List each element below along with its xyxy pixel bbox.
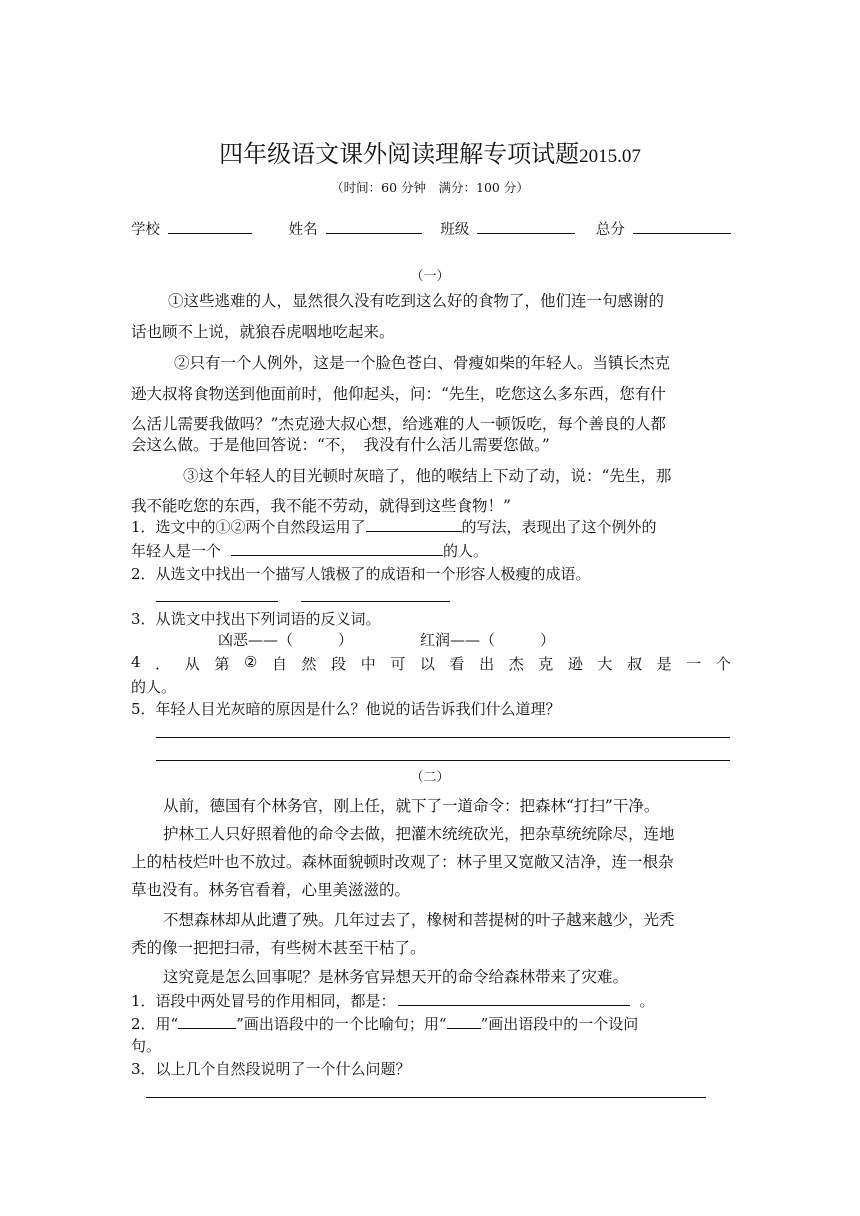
page-title: [0, 134, 860, 169]
q1-text-c: 年轻人是一个: [131, 542, 222, 560]
q3-word-2: 红润——（ ）: [420, 631, 556, 649]
section-2-heading: （二）: [410, 770, 450, 785]
s2-question-2: [131, 1013, 638, 1034]
s1-para-2-line-2: 逊大叔将食物送到他面前时，他仰起头，问：“先生，吃您这么多东西，您有什: [131, 385, 666, 403]
q4-char: ②: [243, 653, 258, 671]
s2-para-3-line-2: 秃的像一把把扫帚，有些树木甚至干枯了。: [131, 939, 426, 957]
s2-q1-blank[interactable]: [398, 991, 630, 1006]
s2-para-2-line-1: 护林工人只好照着他的命令去做，把灌木统统砍光，把杂草统统除尽，连地: [163, 825, 675, 843]
q4-char: 杰: [508, 655, 524, 673]
q4-char: 可: [390, 655, 406, 673]
s1-question-2: 2．从选文中找出一个描写人饿极了的成语和一个形容人极瘦的成语。: [131, 565, 591, 583]
q2-answer-line-2[interactable]: [301, 601, 450, 602]
s2-q3-answer-line[interactable]: [146, 1097, 706, 1098]
q4-char: 克: [538, 655, 554, 673]
total-label: 总分: [595, 222, 625, 238]
s2-question-1: [131, 990, 655, 1011]
q4-char: 段: [331, 655, 347, 673]
s1-question-1: [131, 516, 657, 537]
q1-text-a: 1．选文中的①②两个自然段运用了: [131, 518, 366, 536]
q4-char: 出: [479, 655, 495, 673]
s1-para-2-line-1: ②只有一个人例外，这是一个脸色苍白、骨瘦如柴的年轻人。当镇长杰克: [174, 354, 671, 372]
section-1-heading: （一）: [410, 269, 450, 284]
total-blank[interactable]: [633, 219, 731, 234]
q2-answer-line-1[interactable]: [156, 601, 278, 602]
q4-char: 叔: [627, 655, 643, 673]
q4-char: 逊: [567, 655, 583, 673]
s2-para-4: 这究竟是怎么回事呢？是林务官异想天开的命令给森林带来了灾难。: [163, 968, 629, 986]
class-label: 班级: [440, 222, 470, 238]
q4-char: 一: [686, 655, 702, 673]
q4-char: ．: [155, 655, 171, 673]
s2-q1-text-a: 1．语段中两处冒号的作用相同，都是：: [131, 992, 396, 1010]
s2-para-2-line-3: 草也没有。林务官看着，心里美滋滋的。: [131, 881, 411, 899]
s1-question-5: 5．年轻人目光灰暗的原因是什么？他说的话告诉我们什么道理？: [131, 700, 561, 718]
q4-char: 自: [271, 655, 287, 673]
s1-para-3-line-2: 我不能吃您的东西，我不能不劳动，就得到这些食物！”: [131, 497, 511, 515]
q4-char: 大: [597, 655, 613, 673]
name-label: 姓名: [288, 222, 318, 238]
s2-para-3-line-1: 不想森林却从此遭了殃。几年过去了，橡树和菩提树的叶子越来越少，光秃: [163, 911, 675, 929]
q4-char: 第: [214, 655, 230, 673]
name-blank[interactable]: [326, 219, 422, 234]
s1-para-3-line-1: ③这个年轻人的目光顿时灰暗了，他的喉结上下动了动，说：“先生，那: [183, 467, 672, 485]
s1-para-2-line-3: 么活儿需要我做吗？”杰克逊大叔心想，给逃难的人一顿饭吃，每个善良的人都: [131, 415, 666, 433]
s1-question-4: [131, 653, 731, 674]
s2-para-1: 从前，德国有个林务官，刚上任，就下了一道命令：把森林“打扫”干净。: [163, 797, 660, 815]
q1-blank-1[interactable]: [366, 517, 462, 532]
s2-q2-text-b: ”画出语段中的一个比喻句；用“: [236, 1015, 447, 1033]
s2-q2-blank-2[interactable]: [447, 1015, 481, 1029]
s2-q1-text-b: 。: [639, 992, 655, 1010]
q4-char: 以: [419, 655, 435, 673]
s1-para-2-line-4: 会这么做。于是他回答说：“不， 我没有什么活儿需要您做。”: [131, 436, 550, 454]
q4-char: 从: [184, 655, 200, 673]
q3-word-1: 凶恶——（ ）: [218, 631, 354, 649]
q5-answer-line-1[interactable]: [156, 737, 730, 738]
q1-blank-2[interactable]: [231, 541, 443, 556]
s1-question-4-end: 的人。: [131, 678, 177, 696]
s2-question-3: 3．以上几个自然段说明了一个什么问题？: [131, 1060, 411, 1078]
q4-char: 看: [449, 655, 465, 673]
q1-text-d: 的人。: [443, 542, 489, 560]
school-blank[interactable]: [168, 219, 252, 234]
q4-char: 是: [656, 655, 672, 673]
s2-q2-text-a: 2．用“: [131, 1015, 179, 1033]
q1-text-b: 的写法，表现出了这个例外的: [461, 518, 657, 536]
s1-para-1-line-2: 话也顾不上说，就狼吞虎咽地吃起来。: [131, 323, 395, 341]
s2-question-2-cont: 句。: [131, 1037, 162, 1055]
class-blank[interactable]: [477, 219, 575, 234]
info-fields: [131, 218, 731, 239]
s1-question-3: 3．从诜文中找出下列词语的反义词。: [131, 610, 381, 628]
s2-q2-blank-1[interactable]: [178, 1015, 236, 1029]
q4-char: 然: [301, 655, 317, 673]
title-text: 四年级语文课外阅读理解专项试题: [219, 140, 580, 168]
q4-char: 个: [715, 655, 731, 673]
s1-para-1-line-1: ①这些逃难的人，显然很久没有吃到这么好的食物了，他们连一句感谢的: [168, 292, 665, 310]
s2-q2-text-c: ”画出语段中的一个设问: [480, 1015, 639, 1033]
school-label: 学校: [131, 222, 160, 238]
title-date: 2015.07: [579, 146, 641, 167]
s2-para-2-line-2: 上的枯枝烂叶也不放过。森林面貌顿时改观了：林子里又宽敞又洁净，连一根杂: [131, 853, 674, 871]
s1-question-1-cont: [131, 540, 488, 561]
exam-info: （时间：60 分钟 满分：100 分）: [331, 180, 529, 195]
q4-char: 中: [360, 655, 376, 673]
q4-char: 4: [131, 653, 141, 671]
q5-answer-line-2[interactable]: [156, 760, 730, 761]
